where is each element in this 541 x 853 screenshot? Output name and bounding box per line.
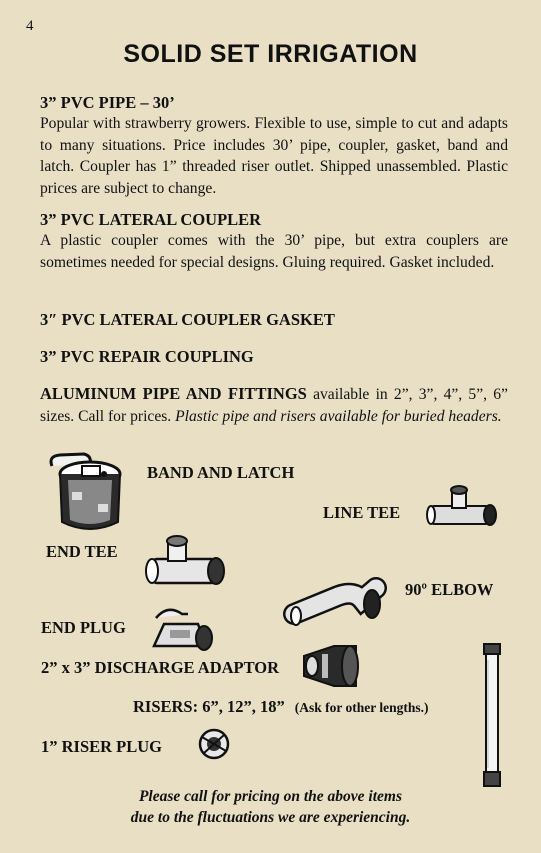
end-plug-image xyxy=(148,604,216,654)
pvc-pipe-text: Popular with strawberry growers. Flexible to use, simple to cut and adapts to many situations. Price includes 30’ pipe, coupler, gasket, band and latch. Coupler has 1” threaded riser outlet. Shipped unassembled. Plastic prices are subject to change. xyxy=(40,115,508,197)
aluminum-paragraph xyxy=(40,383,508,427)
page-title: SOLID SET IRRIGATION xyxy=(123,40,418,68)
riser-plug-label: 1” RISER PLUG xyxy=(41,737,163,756)
discharge-adaptor-image xyxy=(300,640,364,692)
pvc-pipe-heading: 3” PVC PIPE – 30’ xyxy=(40,93,175,112)
section-aluminum xyxy=(40,383,508,427)
end-plug-label: END PLUG xyxy=(41,618,126,637)
aluminum-text: available in 2”, 3”, 4”, 5”, 6” sizes. Call for prices. xyxy=(40,386,508,425)
coupler-gasket-heading: 3″ PVC LATERAL COUPLER GASKET xyxy=(40,310,335,329)
section-lateral-coupler xyxy=(40,209,508,273)
end-tee-label: END TEE xyxy=(46,542,118,561)
riser-image xyxy=(480,640,504,790)
page-number: 4 xyxy=(26,18,34,34)
section-pvc-pipe xyxy=(40,92,508,199)
line-tee-label: LINE TEE xyxy=(323,503,401,522)
repair-coupling-heading: 3” PVC REPAIR COUPLING xyxy=(40,347,254,366)
elbow-label: 90º ELBOW xyxy=(405,580,494,599)
lateral-coupler-heading: 3” PVC LATERAL COUPLER xyxy=(40,210,262,229)
risers-line xyxy=(133,697,428,717)
risers-note: (Ask for other lengths.) xyxy=(294,700,429,715)
band-and-latch-image xyxy=(44,452,134,534)
aluminum-italic-text: Plastic pipe and risers available for buried headers. xyxy=(175,407,502,425)
end-tee-image xyxy=(144,533,228,597)
risers-label: RISERS: 6”, 12”, 18” xyxy=(133,697,285,716)
footer-note xyxy=(0,786,541,828)
line-tee-image xyxy=(426,484,498,532)
footer-line-1: Please call for pricing on the above items xyxy=(138,788,403,805)
section-repair-coupling xyxy=(40,346,508,367)
riser-plug-image xyxy=(196,727,232,761)
aluminum-heading: ALUMINUM PIPE AND FITTINGS xyxy=(40,384,307,403)
lateral-coupler-text: A plastic coupler comes with the 30’ pipe, but extra couplers are sometimes needed for special designs. Gluing required. Gasket included. xyxy=(40,232,508,271)
section-coupler-gasket xyxy=(40,309,508,330)
footer-line-2: due to the fluctuations we are experiencing. xyxy=(130,809,411,826)
discharge-adaptor-label: 2” x 3” DISCHARGE ADAPTOR xyxy=(41,658,280,677)
band-and-latch-label: BAND AND LATCH xyxy=(147,463,295,482)
elbow-image xyxy=(288,578,384,630)
